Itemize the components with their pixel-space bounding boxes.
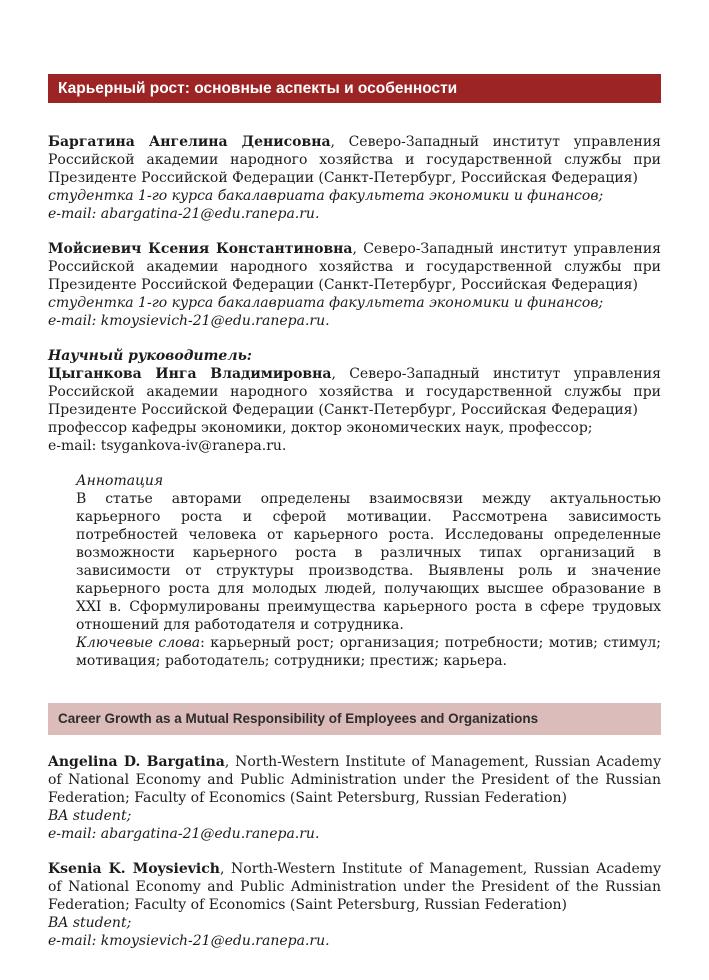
author-block-ru-1 <box>48 133 661 223</box>
author-email: e-mail: kmoysievich-21@edu.ranepa.ru. <box>48 313 330 329</box>
article-title-en: Career Growth as a Mutual Responsibility of Employees and Organizations <box>58 711 539 726</box>
keywords <box>76 634 661 670</box>
keywords-text: : карьерный рост; организация; потребности; мотив; стимул; мотивация; работодатель; сотрудники; престиж; карьера. <box>76 635 661 669</box>
author-affiliation-text: , North-Western Institute of Management, Russian Academy of National Economy and Public Administration under the President of the Russian Federation; Faculty of Economics (Saint Petersburg, Russian Federation) <box>48 754 661 806</box>
author-name: Мойсиевич Ксения Константиновна <box>48 241 353 257</box>
supervisor-affiliation-text: , Северо-Западный институт управления Российской академии народного хозяйства и государственной службы при Президенте Российской Федерации (Санкт-Петербург, Российская Федерация) <box>48 366 662 418</box>
supervisor-affiliation <box>48 365 661 419</box>
abstract-label: Аннотация <box>76 473 164 489</box>
author-affiliation <box>48 753 661 807</box>
author-role: BA student; <box>48 915 132 931</box>
author-block-en-2 <box>48 860 661 950</box>
supervisor-block <box>48 347 661 455</box>
author-email: e-mail: abargatina-21@edu.ranepa.ru. <box>48 826 320 842</box>
article-title-bar-ru <box>48 74 661 103</box>
abstract-text: В статье авторами определены взаимосвязи между актуальностью карьерного роста и сферой мотивации. Рассмотрена зависимость потребностей человека от карьерного роста. Исследованы определенные возможности карьерного роста в различных типах организаций в зависимости от структуры производства. Выявлены роль и значение карьерного роста для молодых людей, получающих высшее образование в XXI в. Сформулированы преимущества карьерного роста в сфере трудовых отношений для работодателя и сотрудника. <box>76 491 661 633</box>
keywords-label: Ключевые слова <box>76 635 201 651</box>
author-block-en-1 <box>48 753 661 843</box>
author-affiliation <box>48 240 661 294</box>
author-affiliation-text: , Северо-Западный институт управления Российской академии народного хозяйства и государственной службы при Президенте Российской Федерации (Санкт-Петербург, Российская Федерация) <box>48 241 661 293</box>
author-affiliation-text: , North-Western Institute of Management, Russian Academy of National Economy and Public Administration under the President of the Russian Federation; Faculty of Economics (Saint Petersburg, Russian Federation) <box>48 861 661 913</box>
author-name: Ksenia K. Moysievich <box>48 861 220 877</box>
author-block-ru-2 <box>48 240 661 330</box>
supervisor-role: профессор кафедры экономики, доктор экономических наук, профессор; <box>48 420 593 436</box>
abstract-block <box>76 472 661 670</box>
author-affiliation <box>48 133 661 187</box>
supervisor-label: Научный руководитель: <box>48 348 252 364</box>
article-title-bar-en <box>48 703 661 735</box>
author-email: e-mail: kmoysievich-21@edu.ranepa.ru. <box>48 933 330 949</box>
author-affiliation <box>48 860 661 914</box>
author-affiliation-text: , Северо-Западный институт управления Российской академии народного хозяйства и государственной службы при Президенте Российской Федерации (Санкт-Петербург, Российская Федерация) <box>48 134 662 186</box>
supervisor-name: Цыганкова Инга Владимировна <box>48 366 332 382</box>
author-role: студентка 1-го курса бакалавриата факультета экономики и финансов; <box>48 295 604 311</box>
author-name: Баргатина Ангелина Денисовна <box>48 134 331 150</box>
author-role: студентка 1-го курса бакалавриата факультета экономики и финансов; <box>48 188 604 204</box>
supervisor-email: e-mail: tsygankova-iv@ranepa.ru. <box>48 438 287 454</box>
article-title-ru: Карьерный рост: основные аспекты и особенности <box>58 80 458 97</box>
author-role: BA student; <box>48 808 132 824</box>
author-name: Angelina D. Bargatina <box>48 754 225 770</box>
author-email: e-mail: abargatina-21@edu.ranepa.ru. <box>48 206 320 222</box>
